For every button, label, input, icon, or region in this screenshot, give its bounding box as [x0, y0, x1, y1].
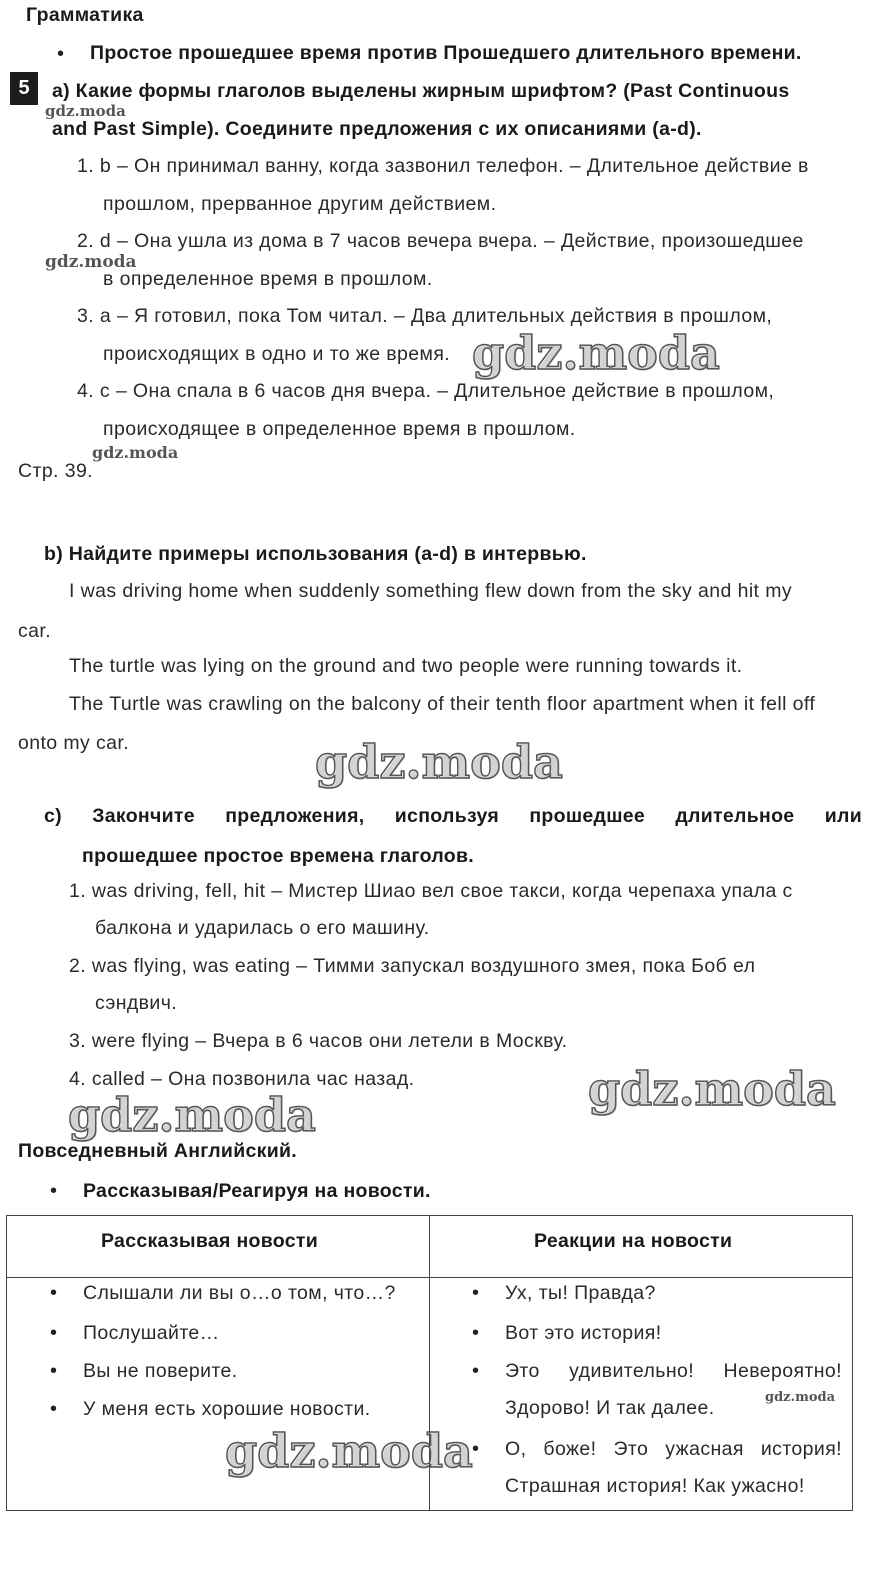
telling-item: Слышали ли вы о…о том, что…? — [83, 1282, 396, 1304]
reaction-item: Это удивительно! Невероятно! — [505, 1360, 842, 1382]
task-a-line2: and Past Simple). Соедините предложения с их описаниями (a-d). — [52, 118, 702, 140]
answer-b-p1-line2: car. — [18, 620, 52, 642]
answer-c1-line2: балкона и ударилась о его машину. — [95, 917, 430, 939]
answer-c4: 4. called – Она позвонила час назад. — [69, 1068, 415, 1090]
watermark: gdz.moda — [68, 1088, 316, 1142]
bullet-icon: • — [50, 1180, 58, 1202]
table-header-reactions: Реакции на новости — [534, 1230, 733, 1252]
everyday-title: Повседневный Английский. — [18, 1140, 297, 1162]
answer-a1-line2: прошлом, прерванное другим действием. — [103, 193, 497, 215]
bullet-icon: • — [472, 1282, 480, 1304]
bullet-icon: • — [50, 1398, 58, 1420]
watermark: gdz.moda — [92, 443, 179, 462]
answer-a4-line1: 4. c – Она спала в 6 часов дня вчера. – Длительное действие в прошлом, — [77, 380, 775, 402]
answer-b-p2: The turtle was lying on the ground and two people were running towards it. — [69, 655, 743, 677]
answer-a2-line1: 2. d – Она ушла из дома в 7 часов вечера вчера. – Действие, произошедшее — [77, 230, 804, 252]
telling-item: Послушайте… — [83, 1322, 220, 1344]
bullet-icon: • — [472, 1322, 480, 1344]
everyday-topic: Рассказывая/Реагируя на новости. — [83, 1180, 431, 1202]
watermark: gdz.moda — [225, 1424, 473, 1478]
answer-c2-line1: 2. was flying, was eating – Тимми запускал воздушного змея, пока Боб ел — [69, 955, 756, 977]
task-c-line2: прошедшее простое времена глаголов. — [82, 845, 474, 867]
answer-a2-line2: в определенное время в прошлом. — [103, 268, 433, 290]
grammar-topic: Простое прошедшее время против Прошедшего длительного времени. — [90, 42, 802, 64]
reaction-item-cont: Здорово! И так далее. — [505, 1397, 715, 1419]
section-title: Грамматика — [26, 4, 144, 26]
table-header-telling: Рассказывая новости — [101, 1230, 319, 1252]
reaction-item: Вот это история! — [505, 1322, 662, 1344]
answer-a3-line2: происходящих в одно и то же время. — [103, 343, 451, 365]
reaction-item: Ух, ты! Правда? — [505, 1282, 656, 1304]
task-a-line1: a) Какие формы глаголов выделены жирным шрифтом? (Past Continuous — [52, 80, 790, 102]
answer-c2-line2: сэндвич. — [95, 992, 178, 1014]
reaction-item-cont: Страшная история! Как ужасно! — [505, 1475, 805, 1497]
answer-b-p3-line2: onto my car. — [18, 732, 130, 754]
table-divider — [7, 1277, 852, 1278]
answer-b-p3-line1: The Turtle was crawling on the balcony of their tenth floor apartment when it fell off — [69, 693, 816, 715]
exercise-number-badge: 5 — [10, 72, 38, 105]
watermark: gdz.moda — [45, 102, 126, 120]
answer-c3: 3. were flying – Вчера в 6 часов они летели в Москву. — [69, 1030, 568, 1052]
telling-item: Вы не поверите. — [83, 1360, 238, 1382]
bullet-icon: • — [57, 43, 65, 65]
task-b: b) Найдите примеры использования (a-d) в интервью. — [44, 543, 587, 565]
watermark: gdz.moda — [45, 252, 137, 272]
watermark: gdz.moda — [315, 735, 563, 789]
bullet-icon: • — [50, 1322, 58, 1344]
task-c-line1: c) Закончите предложения, используя прошедшее длительное или — [44, 805, 862, 827]
answer-a4-line2: происходящее в определенное время в прошлом. — [103, 418, 576, 440]
bullet-icon: • — [472, 1438, 480, 1460]
bullet-icon: • — [50, 1360, 58, 1382]
answer-a1-line1: 1. b – Он принимал ванну, когда зазвонил телефон. – Длительное действие в — [77, 155, 809, 177]
bullet-icon: • — [50, 1282, 58, 1304]
bullet-icon: • — [472, 1360, 480, 1382]
answer-a3-line1: 3. a – Я готовил, пока Том читал. – Два длительных действия в прошлом, — [77, 305, 773, 327]
watermark: gdz.moda — [765, 1390, 836, 1405]
telling-item: У меня есть хорошие новости. — [83, 1398, 371, 1420]
watermark: gdz.moda — [588, 1062, 836, 1116]
watermark: gdz.moda — [472, 326, 720, 380]
reaction-item: О, боже! Это ужасная история! — [505, 1438, 842, 1460]
answer-b-p1-line1: I was driving home when suddenly something flew down from the sky and hit my — [69, 580, 792, 602]
answer-c1-line1: 1. was driving, fell, hit – Мистер Шиао вел свое такси, когда черепаха упала с — [69, 880, 793, 902]
page-reference: Стр. 39. — [18, 460, 94, 482]
